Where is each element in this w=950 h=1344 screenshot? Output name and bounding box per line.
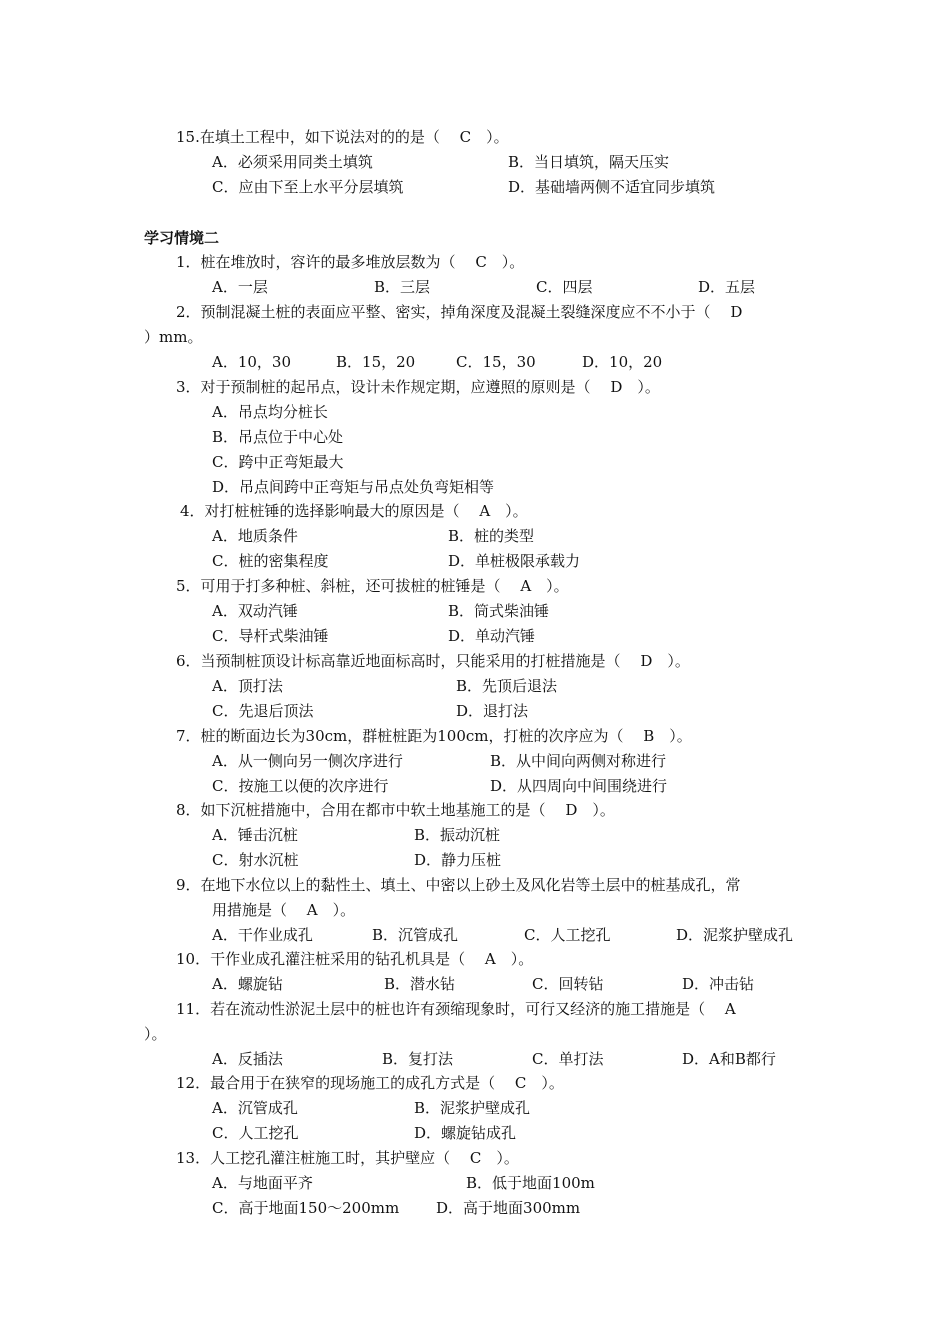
q8-option-c: C．射水沉桩: [212, 851, 299, 869]
q3-option-a: A．吊点均分桩长: [212, 403, 328, 421]
q13-stem: 13．人工挖孔灌注桩施工时，其护壁应（ C ）。: [176, 1149, 519, 1167]
q5-option-d: D．单动汽锤: [448, 627, 536, 645]
q1-stem: 1．桩在堆放时，容许的最多堆放层数为（ C ）。: [176, 253, 525, 271]
q5-stem: 5．可用于打多种桩、斜桩，还可拔桩的桩锤是（ A ）。: [176, 577, 569, 595]
q8-option-d: D．静力压桩: [414, 851, 502, 869]
q12-option-b: B．泥浆护壁成孔: [414, 1099, 531, 1117]
q2-stem: 2．预制混凝土桩的表面应平整、密实，掉角深度及混凝土裂缝深度应不不小于（ D: [176, 303, 743, 321]
q3-stem: 3．对于预制桩的起吊点，设计未作规定期，应遵照的原则是（ D ）。: [176, 378, 660, 396]
q3-option-b: B．吊点位于中心处: [212, 428, 344, 446]
q7-stem: 7．桩的断面边长为30cm，群桩桩距为100cm，打桩的次序应为（ B ）。: [176, 727, 692, 745]
q2-stem-continued: ）mm。: [144, 328, 203, 346]
q6-option-d: D．退打法: [456, 702, 529, 720]
q1-option-b: B．三层: [374, 278, 431, 296]
q11-option-d: D．A和B都行: [682, 1050, 776, 1068]
q9-option-c: C．人工挖孔: [524, 926, 611, 944]
q13-option-c: C．高于地面150～200mm: [212, 1199, 400, 1217]
q4-option-c: C．桩的密集程度: [212, 552, 329, 570]
q6-option-c: C．先退后顶法: [212, 702, 314, 720]
q9-option-a: A．干作业成孔: [212, 926, 313, 944]
q1-option-c: C．四层: [536, 278, 593, 296]
q4-option-b: B．桩的类型: [448, 527, 535, 545]
section-title: 学习情境二: [144, 229, 220, 247]
q11-stem: 11．若在流动性淤泥土层中的桩也许有颈缩现象时，可行又经济的施工措施是（ A: [176, 1000, 736, 1018]
q6-stem: 6．当预制桩顶设计标高靠近地面标高时，只能采用的打桩措施是（ D ）。: [176, 652, 690, 670]
q5-option-c: C．导杆式柴油锤: [212, 627, 329, 645]
q4-stem: 4．对打桩桩锤的选择影响最大的原因是（ A ）。: [180, 502, 528, 520]
q10-option-b: B．潜水钻: [384, 975, 456, 993]
q9-option-b: B．沉管成孔: [372, 926, 459, 944]
q7-option-b: B．从中间向两侧对称进行: [490, 752, 667, 770]
q8-option-a: A．锤击沉桩: [212, 826, 298, 844]
q5-option-b: B．筒式柴油锤: [448, 602, 550, 620]
q2-option-d: D．10，20: [582, 353, 663, 371]
q10-option-d: D．冲击钻: [682, 975, 755, 993]
q9-stem: 9．在地下水位以上的黏性土、填土、中密以上砂土及风化岩等土层中的桩基成孔，常: [176, 876, 741, 894]
q2-option-b: B．15，20: [336, 353, 416, 371]
q3-option-d: D．吊点间跨中正弯矩与吊点处负弯矩相等: [212, 478, 495, 496]
q5-option-a: A．双动汽锤: [212, 602, 298, 620]
q10-option-c: C．回转钻: [532, 975, 604, 993]
q13-option-b: B．低于地面100m: [466, 1174, 595, 1192]
q12-option-c: C．人工挖孔: [212, 1124, 299, 1142]
q3-option-c: C．跨中正弯矩最大: [212, 453, 344, 471]
q7-option-c: C．按施工以便的次序进行: [212, 777, 389, 795]
q4-option-d: D．单桩极限承载力: [448, 552, 581, 570]
q9-stem-continued: 用措施是（ A ）。: [212, 901, 356, 919]
q11-option-b: B．复打法: [382, 1050, 454, 1068]
q15-option-b: B．当日填筑，隔天压实: [508, 153, 670, 171]
q11-stem-continued: ）。: [144, 1025, 167, 1043]
q15-option-a: A．必须采用同类土填筑: [212, 153, 373, 171]
q6-option-a: A．顶打法: [212, 677, 283, 695]
q12-option-d: D．螺旋钻成孔: [414, 1124, 517, 1142]
q12-stem: 12．最合用于在狭窄的现场施工的成孔方式是（ C ）。: [176, 1074, 564, 1092]
q8-stem: 8．如下沉桩措施中，合用在都市中软土地基施工的是（ D ）。: [176, 801, 615, 819]
q10-stem: 10．干作业成孔灌注桩采用的钻孔机具是（ A ）。: [176, 950, 534, 968]
q9-option-d: D．泥浆护壁成孔: [676, 926, 794, 944]
q15-option-c: C．应由下至上水平分层填筑: [212, 178, 404, 196]
q2-option-c: C．15，30: [456, 353, 536, 371]
q15-stem: 15.在填土工程中，如下说法对的的是（ C ）。: [176, 128, 509, 146]
q13-option-d: D．高于地面300mm: [436, 1199, 581, 1217]
q4-option-a: A．地质条件: [212, 527, 298, 545]
q7-option-a: A．从一侧向另一侧次序进行: [212, 752, 403, 770]
q10-option-a: A．螺旋钻: [212, 975, 283, 993]
q13-option-a: A．与地面平齐: [212, 1174, 313, 1192]
q6-option-b: B．先顶后退法: [456, 677, 558, 695]
q8-option-b: B．振动沉桩: [414, 826, 501, 844]
q1-option-d: D．五层: [698, 278, 756, 296]
q1-option-a: A．一层: [212, 278, 268, 296]
q12-option-a: A．沉管成孔: [212, 1099, 298, 1117]
q11-option-c: C．单打法: [532, 1050, 604, 1068]
q2-option-a: A．10，30: [212, 353, 292, 371]
q15-option-d: D．基础墙两侧不适宜同步填筑: [508, 178, 716, 196]
q11-option-a: A．反插法: [212, 1050, 283, 1068]
q7-option-d: D．从四周向中间围绕进行: [490, 777, 668, 795]
